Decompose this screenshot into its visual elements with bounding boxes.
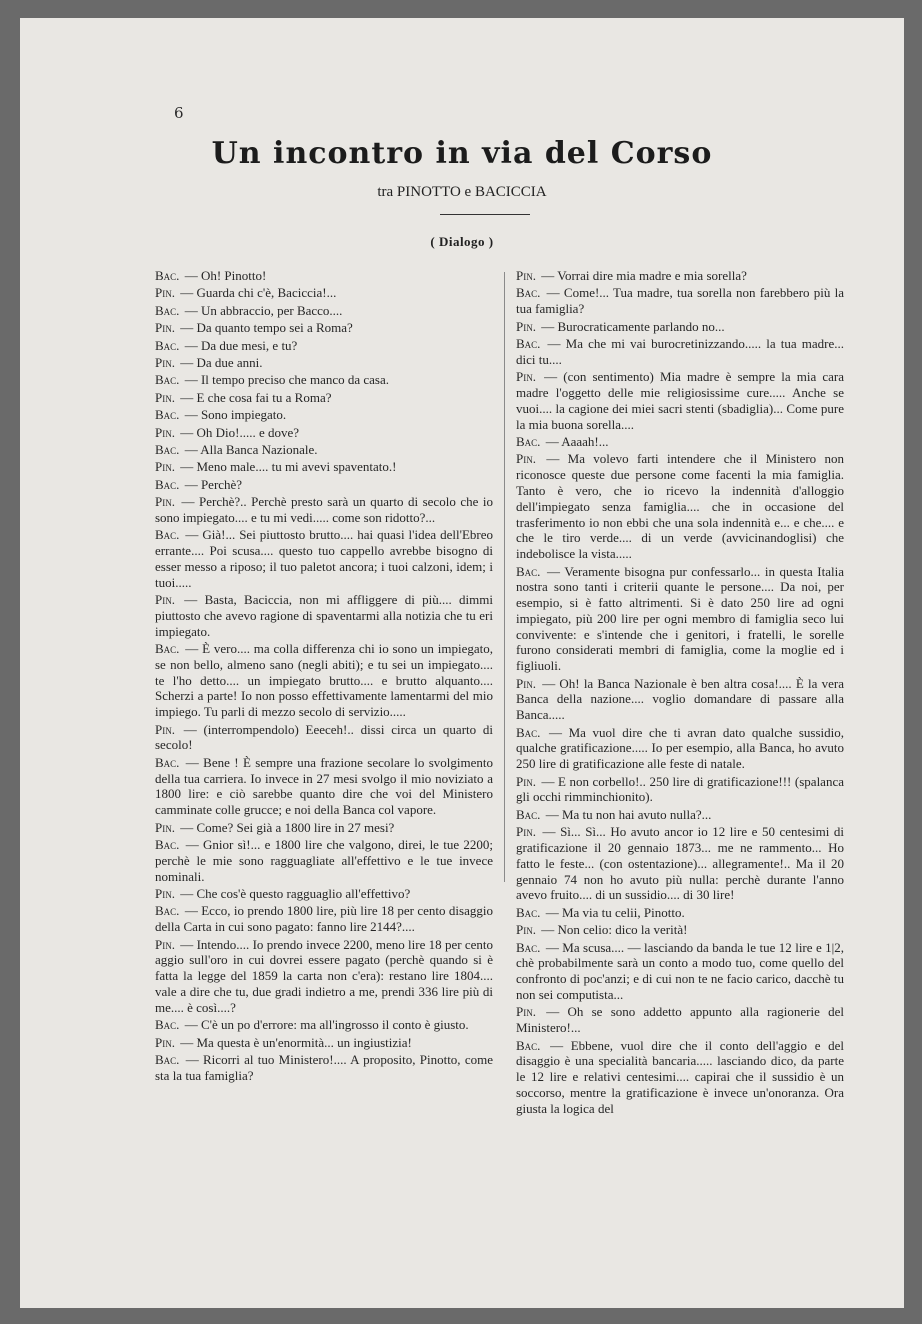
- dialogue-line: [155, 268, 493, 284]
- speaker-label: Bac.: [155, 476, 180, 492]
- speaker-label: Pin.: [155, 354, 175, 370]
- speaker-label: Pin.: [516, 675, 536, 691]
- dialogue-line: [516, 807, 844, 823]
- dialogue-text: — Già!... Sei piuttosto brutto.... hai quasi l'idea dell'Ebreo errante.... Poi scusa.... questo tuo cappello avrebbe bisogno di esser messo a riposo; il tuo paletot ancora; i tuoi calzoni, idem; i tuoi.....: [155, 527, 493, 590]
- dialogue-text: — Ma scusa.... — lasciando da banda le tue 12 lire e 1|2, chè probabilmente sarà un conto a modo tuo, come quello del confronto di poc'anzi; e di cui non te ne facio carico, dacchè tu non sei computista...: [516, 939, 844, 1002]
- dialogue-line: [155, 1035, 493, 1051]
- speaker-label: Bac.: [155, 407, 180, 423]
- dialogue-text: — Bene ! È sempre una frazione secolare lo svolgimento della tua carriera. Io invece in 27 mesi svolgo il mio noviziato a 1800 lire: e ciò sarebbe quanto dire che voi del Ministero camminate colle grucce; e noi della Banca col vapore.: [155, 754, 493, 818]
- dialogue-line: [155, 372, 493, 388]
- speaker-label: Bac.: [516, 724, 541, 740]
- dialogue-line: [155, 459, 493, 475]
- dialogue-text: — Che cos'è questo ragguaglio all'effettivo?: [176, 885, 411, 901]
- dialogue-text: — Ma che mi vai burocretinizzando..... la tua madre... dici tu....: [516, 335, 844, 367]
- dialogue-line: [516, 319, 844, 335]
- page-subtitle: tra PINOTTO e BACICCIA: [377, 184, 547, 200]
- dialogue-text: — Non celio: dico la verità!: [537, 922, 688, 938]
- speaker-label: Pin.: [155, 592, 175, 608]
- dialogue-line: [155, 722, 493, 754]
- dialogue-text: — Oh Dio!..... e dove?: [176, 424, 300, 440]
- dialogue-text: — (con sentimento) Mia madre è sempre la mia cara madre l'oggetto delle mie religiosissime cure..... Anche se vuoi.... la cagione dei miei sacri stenti (sbadiglia)... Come pure la mia buona sorella....: [516, 369, 844, 432]
- dialogue-line: [155, 320, 493, 336]
- dialogue-text: — È vero.... ma colla differenza chi io sono un impiegato, se non bello, almeno sano (negli abiti); e tu sei un impiegato.... te l'ho detto.... un impiegato brutto.... e brutto alquanto.... Scherzi a parte! Io non posso effettivamente lamentarmi del mio impiego. Tu parli di mezzo secolo di servizio.....: [155, 641, 493, 720]
- dialogue-text: — Burocraticamente parlando no...: [537, 318, 725, 334]
- dialogue-text: — Guarda chi c'è, Baciccia!...: [176, 285, 337, 301]
- dialogue-line: [516, 451, 844, 562]
- page-title: Un incontro in via del Corso: [211, 136, 713, 171]
- speaker-label: Bac.: [155, 903, 180, 919]
- speaker-label: Bac.: [155, 372, 180, 388]
- dialogue-line: [155, 494, 493, 526]
- speaker-label: Bac.: [155, 527, 180, 543]
- speaker-label: Bac.: [516, 939, 541, 955]
- dialogue-line: [516, 1038, 844, 1117]
- dialogue-text: — C'è un po d'errore: ma all'ingrosso il conto è giusto.: [181, 1017, 469, 1033]
- dialogue-line: [516, 774, 844, 806]
- dialogue-text: — Ebbene, vuol dire che il conto dell'aggio e del disaggio è una specialità bancaria..... lasciando dico, da parte le 12 lire e relativi centesimi.... capirai che il sussidio è un soccorso, mentre la gratificazione è invece un'onoranza. Ora giusta la logica del: [516, 1037, 844, 1116]
- dialogue-line: [155, 886, 493, 902]
- speaker-label: Bac.: [516, 433, 541, 449]
- dialogue-text: — Il tempo preciso che manco da casa.: [181, 372, 389, 388]
- speaker-label: Bac.: [155, 1017, 180, 1033]
- speaker-label: Bac.: [155, 268, 180, 283]
- dialogue-line: [155, 820, 493, 836]
- speaker-label: Pin.: [516, 773, 536, 789]
- text-column-left: [155, 268, 493, 1085]
- dialogue-line: [516, 1004, 844, 1036]
- speaker-label: Bac.: [155, 836, 180, 852]
- dialogue-line: [155, 1052, 493, 1084]
- speaker-label: Pin.: [155, 819, 175, 835]
- speaker-label: Pin.: [155, 389, 175, 405]
- dialogue-line: [155, 903, 493, 935]
- dialogue-line: [155, 592, 493, 639]
- speaker-label: Pin.: [516, 268, 536, 283]
- dialogue-text: — Aaaah!...: [542, 433, 609, 449]
- dialogue-text: — Oh! Pinotto!: [181, 268, 267, 283]
- dialogue-text: — (interrompendolo) Eeeceh!.. dissi circa un quarto di secolo!: [155, 721, 493, 753]
- dialogue-line: [155, 641, 493, 720]
- dialogue-text: — Ma tu non hai avuto nulla?...: [542, 806, 712, 822]
- dialogue-line: [155, 755, 493, 818]
- speaker-label: Bac.: [155, 754, 180, 770]
- dialogue-text: — Intendo.... Io prendo invece 2200, meno lire 18 per cento aggio sull'oro in cui dovrei essere pagato (perchè quando si è fatta la legge del 1859 la carta non c'era): restano lire 1804.... vale a dire che tu, due gradi indietro a me, prendi 336 lire più di me.... è così....?: [155, 936, 493, 1015]
- dialogue-line: [155, 837, 493, 884]
- page-number: 6: [174, 104, 184, 122]
- speaker-label: Bac.: [155, 302, 180, 318]
- dialogue-line: [516, 922, 844, 938]
- dialogue-text: — Un abbraccio, per Bacco....: [181, 302, 343, 318]
- dialogue-line: [516, 905, 844, 921]
- dialogue-line: [516, 940, 844, 1003]
- speaker-label: Pin.: [155, 285, 175, 301]
- dialogue-text: — Come!... Tua madre, tua sorella non farebbero più la tua famiglia?: [516, 285, 844, 317]
- dialogue-text: — Sono impiegato.: [181, 407, 287, 423]
- speaker-label: Bac.: [155, 641, 180, 657]
- dialogue-line: [155, 355, 493, 371]
- dialogue-line: [155, 407, 493, 423]
- dialogue-text: — E non corbello!.. 250 lire di gratificazione!!! (spalanca gli occhi rimminchionito).: [516, 773, 844, 805]
- speaker-label: Bac.: [155, 441, 180, 457]
- dialogue-text: — Da due anni.: [176, 354, 263, 370]
- speaker-label: Pin.: [516, 369, 536, 385]
- dialogue-line: [155, 1017, 493, 1033]
- dialogue-text: — Perchè?: [181, 476, 243, 492]
- dialogue-text: — Ricorri al tuo Ministero!.... A proposito, Pinotto, come sta la tua famiglia?: [155, 1051, 493, 1083]
- speaker-label: Bac.: [516, 1037, 541, 1053]
- dialogue-line: [155, 285, 493, 301]
- dialogue-line: [155, 527, 493, 590]
- dialogue-text: — Vorrai dire mia madre e mia sorella?: [537, 268, 747, 283]
- dialogue-text: — Ma via tu celii, Pinotto.: [542, 904, 685, 920]
- dialogue-line: [155, 442, 493, 458]
- dialogue-line: [155, 303, 493, 319]
- text-column-right: [516, 268, 844, 1118]
- speaker-label: Pin.: [155, 885, 175, 901]
- speaker-label: Pin.: [516, 318, 536, 334]
- dialogue-text: — Basta, Baciccia, non mi affliggere di più.... dimmi piuttosto che avevo ragione di spaventarmi alla notizia che tu eri impiegato.: [155, 592, 493, 639]
- dialogue-line: [516, 369, 844, 432]
- dialogue-line: [155, 390, 493, 406]
- dialogue-line: [516, 725, 844, 772]
- dialogue-text: — Perchè?.. Perchè presto sarà un quarto di secolo che io sono impiegato.... e tu mi vedi..... come son ridotto?...: [155, 494, 493, 525]
- dialogue-line: [516, 268, 844, 284]
- dialogue-text: — Ecco, io prendo 1800 lire, più lire 18 per cento disaggio della Carta in cui sono pagato: fanno lire 2144?....: [155, 903, 493, 935]
- dialogue-text: — Come? Sei già a 1800 lire in 27 mesi?: [176, 819, 395, 835]
- dialogue-line: [155, 338, 493, 354]
- dialogue-text: — Sì... Sì... Ho avuto ancor io 12 lire e 50 centesimi di gratificazione il 20 gennaio 1873... me ne rammento... Ho fatto le feste... (con ostentazione)... allegramente!.. Ma il 20 gennaio 74 non ho avuto più nulla: perchè durante l'anno avevo fruito.... di un sussidio.... di 30 lire!: [516, 824, 844, 903]
- dialogue-line: [155, 425, 493, 441]
- document-page: [20, 18, 904, 1308]
- dialogue-line: [516, 824, 844, 903]
- title-rule: [440, 214, 530, 215]
- speaker-label: Pin.: [155, 494, 175, 510]
- dialogue-text: — Oh! la Banca Nazionale è ben altra cosa!.... È la vera Banca della nazione.... voglio domandare di passare alla Banca.....: [516, 675, 844, 723]
- dialogue-text: — Da quanto tempo sei a Roma?: [176, 320, 353, 336]
- speaker-label: Bac.: [516, 806, 541, 822]
- dialogue-line: [516, 336, 844, 368]
- speaker-label: Pin.: [155, 424, 175, 440]
- dialogue-text: — Ma vuol dire che ti avran dato qualche sussidio, qualche gratificazione..... Io per esempio, alla Banca, ho avuto 250 lire di gratificazione alle feste di natale.: [516, 724, 844, 772]
- dialogue-text: — Veramente bisogna pur confessarlo... in questa Italia nostra sono tanti i criterii quante le persone.... Da noi, per esempio, si è fatto altrimenti. Si è dato 250 lire ad ogni impiegato, più 200 lire per ogni membro di famiglia seco lui convivente: e s'intende che i genitori, i fratelli, le sorelle furono considerati membri di famiglia, come la moglie ed i figliuoli.: [516, 563, 844, 674]
- speaker-label: Bac.: [516, 563, 541, 579]
- dialogue-text: — Ma questa è un'enormità... un ingiustizia!: [176, 1034, 412, 1050]
- dialogue-text: — Meno male.... tu mi avevi spaventato.!: [176, 459, 397, 475]
- speaker-label: Pin.: [155, 1034, 175, 1050]
- dialogue-line: [516, 564, 844, 675]
- speaker-label: Bac.: [516, 285, 541, 301]
- speaker-label: Pin.: [155, 936, 175, 952]
- speaker-label: Pin.: [155, 721, 175, 737]
- speaker-label: Pin.: [516, 451, 536, 467]
- speaker-label: Pin.: [155, 459, 175, 475]
- dialogue-line: [516, 285, 844, 317]
- speaker-label: Bac.: [155, 337, 180, 353]
- dialogue-line: [155, 937, 493, 1016]
- dialogue-text: — Gnior sì!... e 1800 lire che valgono, direi, le tue 2200; perchè le mie sono ragguagliate all'effettivo e le tue invece nominali.: [155, 836, 493, 884]
- dialogue-text: — Alla Banca Nazionale.: [181, 441, 318, 457]
- dialogue-text: — Oh se sono addetto appunto alla ragionerie del Ministero!...: [516, 1004, 844, 1036]
- genre-label: ( Dialogo ): [430, 234, 494, 249]
- dialogue-line: [155, 477, 493, 493]
- dialogue-text: — Ma volevo farti intendere che il Ministero non riconosce queste due persone come facenti la mia famiglia. Tanto è vero, che io ricevo la indennità d'alloggio dell'impiegato senza famiglia.... che in occasione del trasferimento io non ebbi che una sola indennità e... e che.... e che le tiro verde.... di un verde (avvicinandoglisi) che indebolisce la vista.....: [516, 451, 844, 562]
- column-divider: [504, 272, 505, 882]
- dialogue-text: — E che cosa fai tu a Roma?: [176, 389, 332, 405]
- speaker-label: Pin.: [516, 922, 536, 938]
- speaker-label: Pin.: [516, 1004, 536, 1020]
- speaker-label: Pin.: [516, 824, 536, 840]
- dialogue-text: — Da due mesi, e tu?: [181, 337, 298, 353]
- speaker-label: Bac.: [516, 904, 541, 920]
- speaker-label: Pin.: [155, 320, 175, 336]
- speaker-label: Bac.: [516, 335, 541, 351]
- dialogue-line: [516, 676, 844, 723]
- dialogue-line: [516, 434, 844, 450]
- speaker-label: Bac.: [155, 1051, 180, 1067]
